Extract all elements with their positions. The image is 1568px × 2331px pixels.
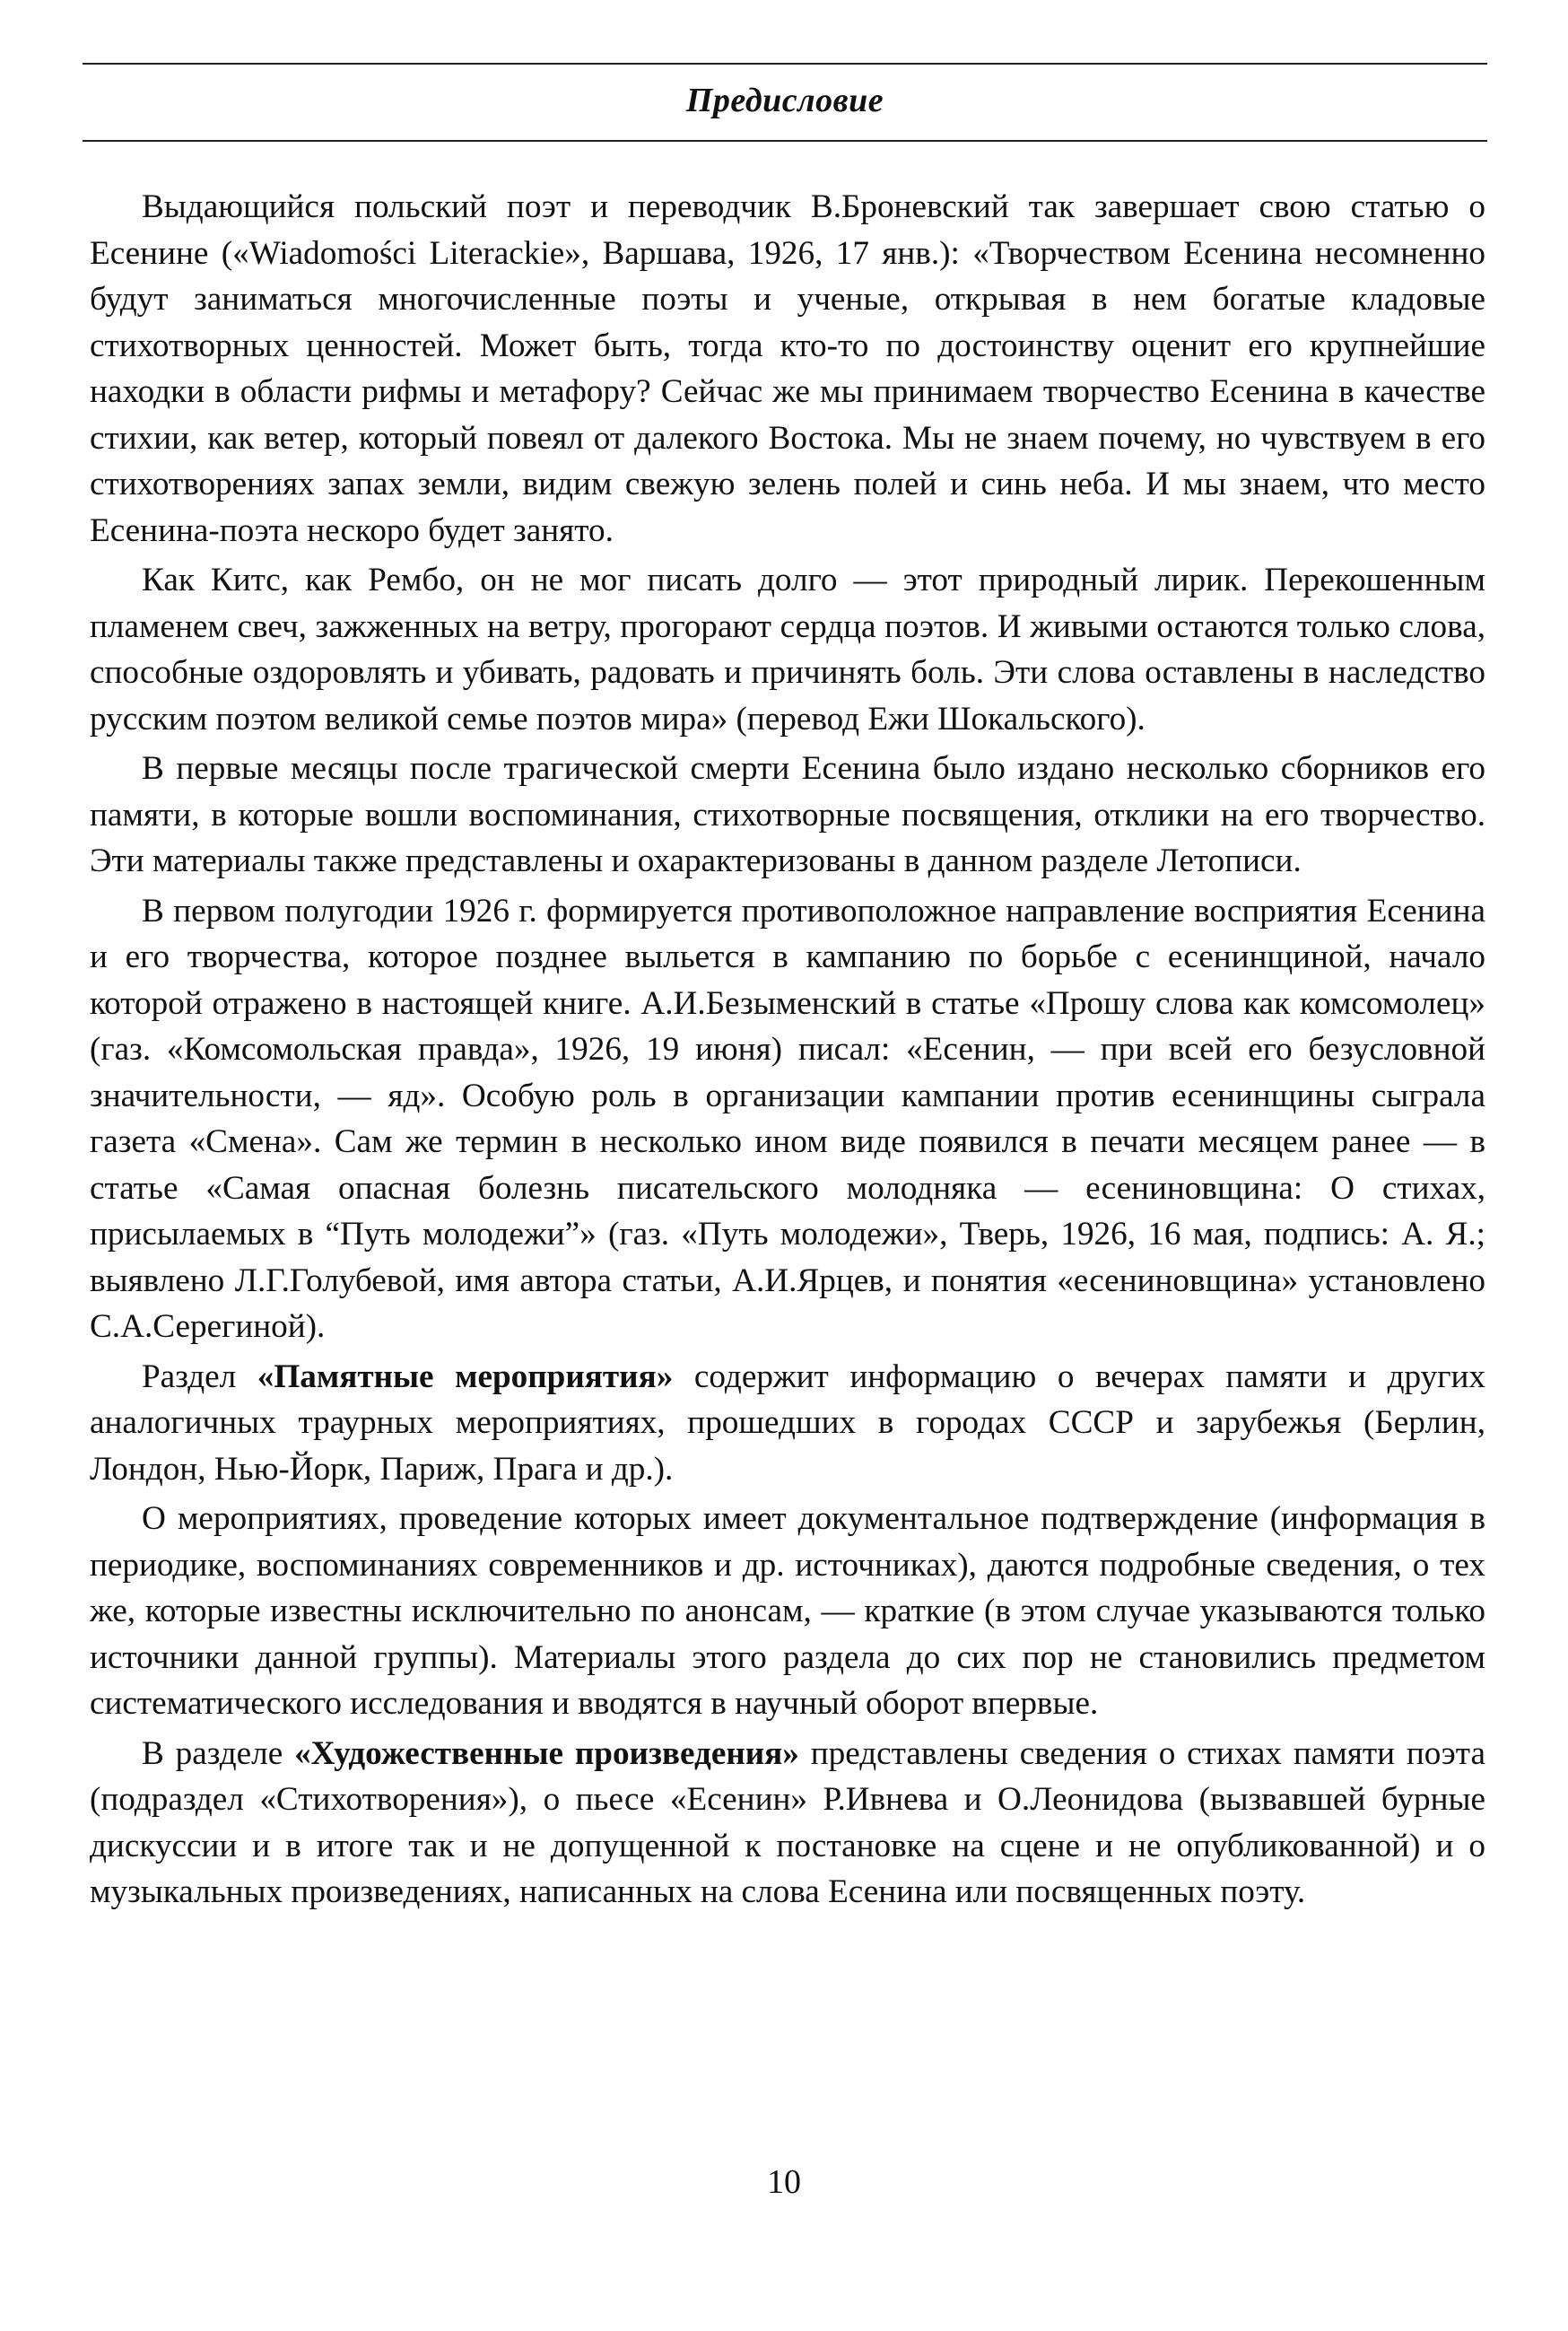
paragraph-text-before: В разделе <box>142 1734 295 1772</box>
running-header <box>83 63 1487 142</box>
paragraph-1 <box>90 184 1485 554</box>
header-title: Предисловие <box>685 82 884 119</box>
paragraph-3 <box>90 746 1485 885</box>
paragraph-6 <box>90 1496 1485 1727</box>
paragraph-7 <box>90 1731 1485 1916</box>
paragraph-text-after: представлены сведения о стихах памяти поэта (подраздел «Стихотворения»), о пьесе «Есенин» Р.Ивнева и О.Леонидова (вызвавшей бурные дискуссии и в итоге так и не допущенной к постановке на сцене и не опубликованной) и о музыкальных произведениях, написанных на слова Есенина или посвященных поэту. <box>90 1734 1485 1910</box>
section-title-memorial-events: «Памятные мероприятия» <box>257 1358 674 1395</box>
paragraph-text-before: Раздел <box>142 1358 257 1395</box>
paragraph-5 <box>90 1354 1485 1493</box>
paragraph-text: Как Китс, как Рембо, он не мог писать долго — этот природный лирик. Перекошенным пламенем свеч, зажженных на ветру, прогорают сердца поэтов. И живыми остаются только слова, способные оздоровлять и убивать, радовать и причинять боль. Эти слова оставлены в наследство русским поэтом великой семье поэтов мира» (перевод Ежи Шокальского). <box>90 562 1485 738</box>
section-title-artistic-works: «Художественные произведения» <box>294 1734 799 1772</box>
paragraph-text: В первом полугодии 1926 г. формируется противоположное направление восприятия Есенина и его творчества, которое позднее выльется в кампанию по борьбе с есенинщиной, начало которой отражено в настоящей книге. А.И.Безыменский в статье «Прошу слова как комсомолец» (газ. «Комсомольская правда», 1926, 19 июня) писал: «Есенин, — при всей его безусловной значительности, — яд». Особую роль в организации кампании против есенинщины сыграла газета «Смена». Сам же термин в несколько ином виде появился в печати месяцем ранее — в статье «Самая опасная болезнь писательского молодняка — есениновщина: О стихах, присылаемых в “Путь молодежи”» (газ. «Путь молодежи», Тверь, 1926, 16 мая, подпись: А. Я.; выявлено Л.Г.Голубевой, имя автора статьи, А.И.Ярцев, и понятия «есениновщина» установлено С.А.Серегиной). <box>90 892 1485 1345</box>
body-text <box>90 184 1485 1919</box>
paragraph-text-after: содержит информацию о вечерах памяти и других аналогичных траурных мероприятиях, прошедших в городах СССР и зарубежья (Берлин, Лондон, Нью-Йорк, Париж, Прага и др.). <box>90 1358 1485 1488</box>
paragraph-2 <box>90 557 1485 742</box>
paragraph-4 <box>90 888 1485 1350</box>
paragraph-text: В первые месяцы после трагической смерти Есенина было издано несколько сборников его памяти, в которые вошли воспоминания, стихотворные посвящения, отклики на его творчество. Эти материалы также представлены и охарактеризованы в данном разделе Летописи. <box>90 750 1485 879</box>
paragraph-text: О мероприятиях, проведение которых имеет документальное подтверждение (информация в периодике, воспоминаниях современников и др. источниках), даются подробные сведения, о тех же, которые известны исключительно по анонсам, — краткие (в этом случае указываются только источники данной группы). Материалы этого раздела до сих пор не становились предметом систематического исследования и вводятся в научный оборот впервые. <box>90 1500 1485 1722</box>
paragraph-text: Выдающийся польский поэт и переводчик В.Броневский так завершает свою статью о Есенине («Wiadomości Literackie», Варшава, 1926, 17 янв.): «Творчеством Есенина несомненно будут заниматься многочисленные поэты и ученые, открывая в нем богатые кладовые стихотворных ценностей. Может быть, тогда кто-то по достоинству оценит его крупнейшие находки в области рифмы и метафору? Сейчас же мы принимаем творчество Есенина в качестве стихии, как ветер, который повеял от далекого Востока. Мы не знаем почему, но чувствуем в его стихотворениях запах земли, видим свежую зелень полей и синь неба. И мы знаем, что место Есенина-поэта нескоро будет занято. <box>90 188 1485 549</box>
page-number: 10 <box>767 2163 801 2201</box>
